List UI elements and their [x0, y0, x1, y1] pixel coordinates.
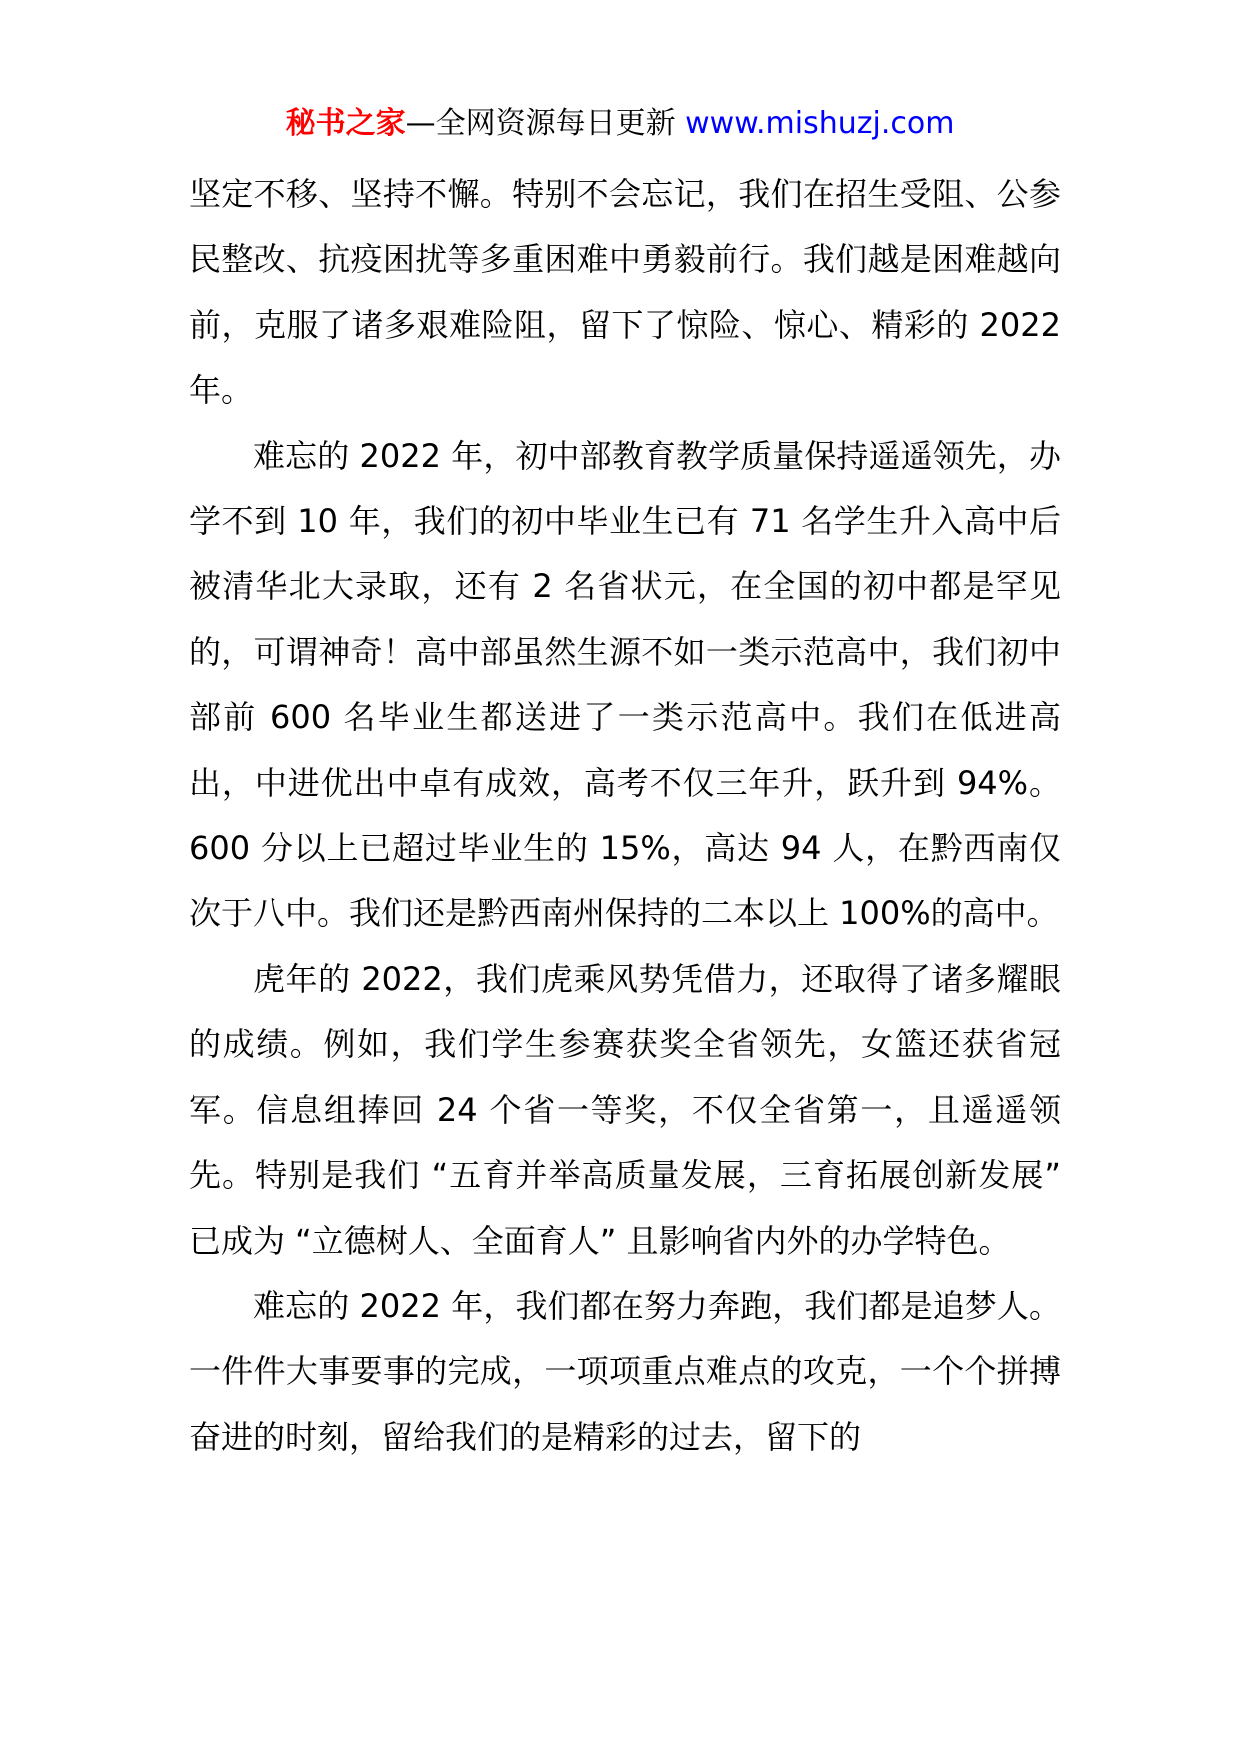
site-url-link[interactable]: www.mishuzj.com — [685, 106, 955, 141]
site-brand: 秘书之家 — [285, 106, 406, 141]
page-header — [0, 102, 1240, 146]
paragraph-2: 难忘的 2022 年，初中部教育教学质量保持遥遥领先，办学不到 10 年，我们的初中毕业生已有 71 名学生升入高中后被清华北大录取，还有 2 名省状元，在全国的初中都是罕见的，可谓神奇！高中部虽然生源不如一类示范高中，我们初中部前 600 名毕业生都送进了一类示范高中。我们在低进高出，中进优出中卓有成效，高考不仅三年升，跃升到 94%。600 分以上已超过毕业生的 15%，高达 94 人，在黔西南仅次于八中。我们还是黔西南州保持的二本以上 100%的高中。 — [189, 436, 1061, 933]
paragraph-3: 虎年的 2022，我们虎乘风势凭借力，还取得了诸多耀眼的成绩。例如，我们学生参赛获奖全省领先，女篮还获省冠军。信息组捧回 24 个省一等奖，不仅全省第一，且遥遥领先。特别是我们 “五育并举高质量发展，三育拓展创新发展” 已成为 “立德树人、全面育人” 且影响省内外的办学特色。 — [189, 959, 1061, 1260]
paragraph-4: 难忘的 2022 年，我们都在努力奔跑，我们都是追梦人。一件件大事要事的完成，一项项重点难点的攻克，一个个拼搏奋进的时刻，留给我们的是精彩的过去，留下的 — [189, 1286, 1061, 1456]
document-body — [189, 162, 1061, 1470]
paragraph-1: 坚定不移、坚持不懈。特别不会忘记，我们在招生受阻、公参民整改、抗疫困扰等多重困难中勇毅前行。我们越是困难越向前，克服了诸多艰难险阻，留下了惊险、惊心、精彩的 2022 年。 — [189, 175, 1061, 410]
site-tagline: —全网资源每日更新 — [405, 106, 686, 141]
